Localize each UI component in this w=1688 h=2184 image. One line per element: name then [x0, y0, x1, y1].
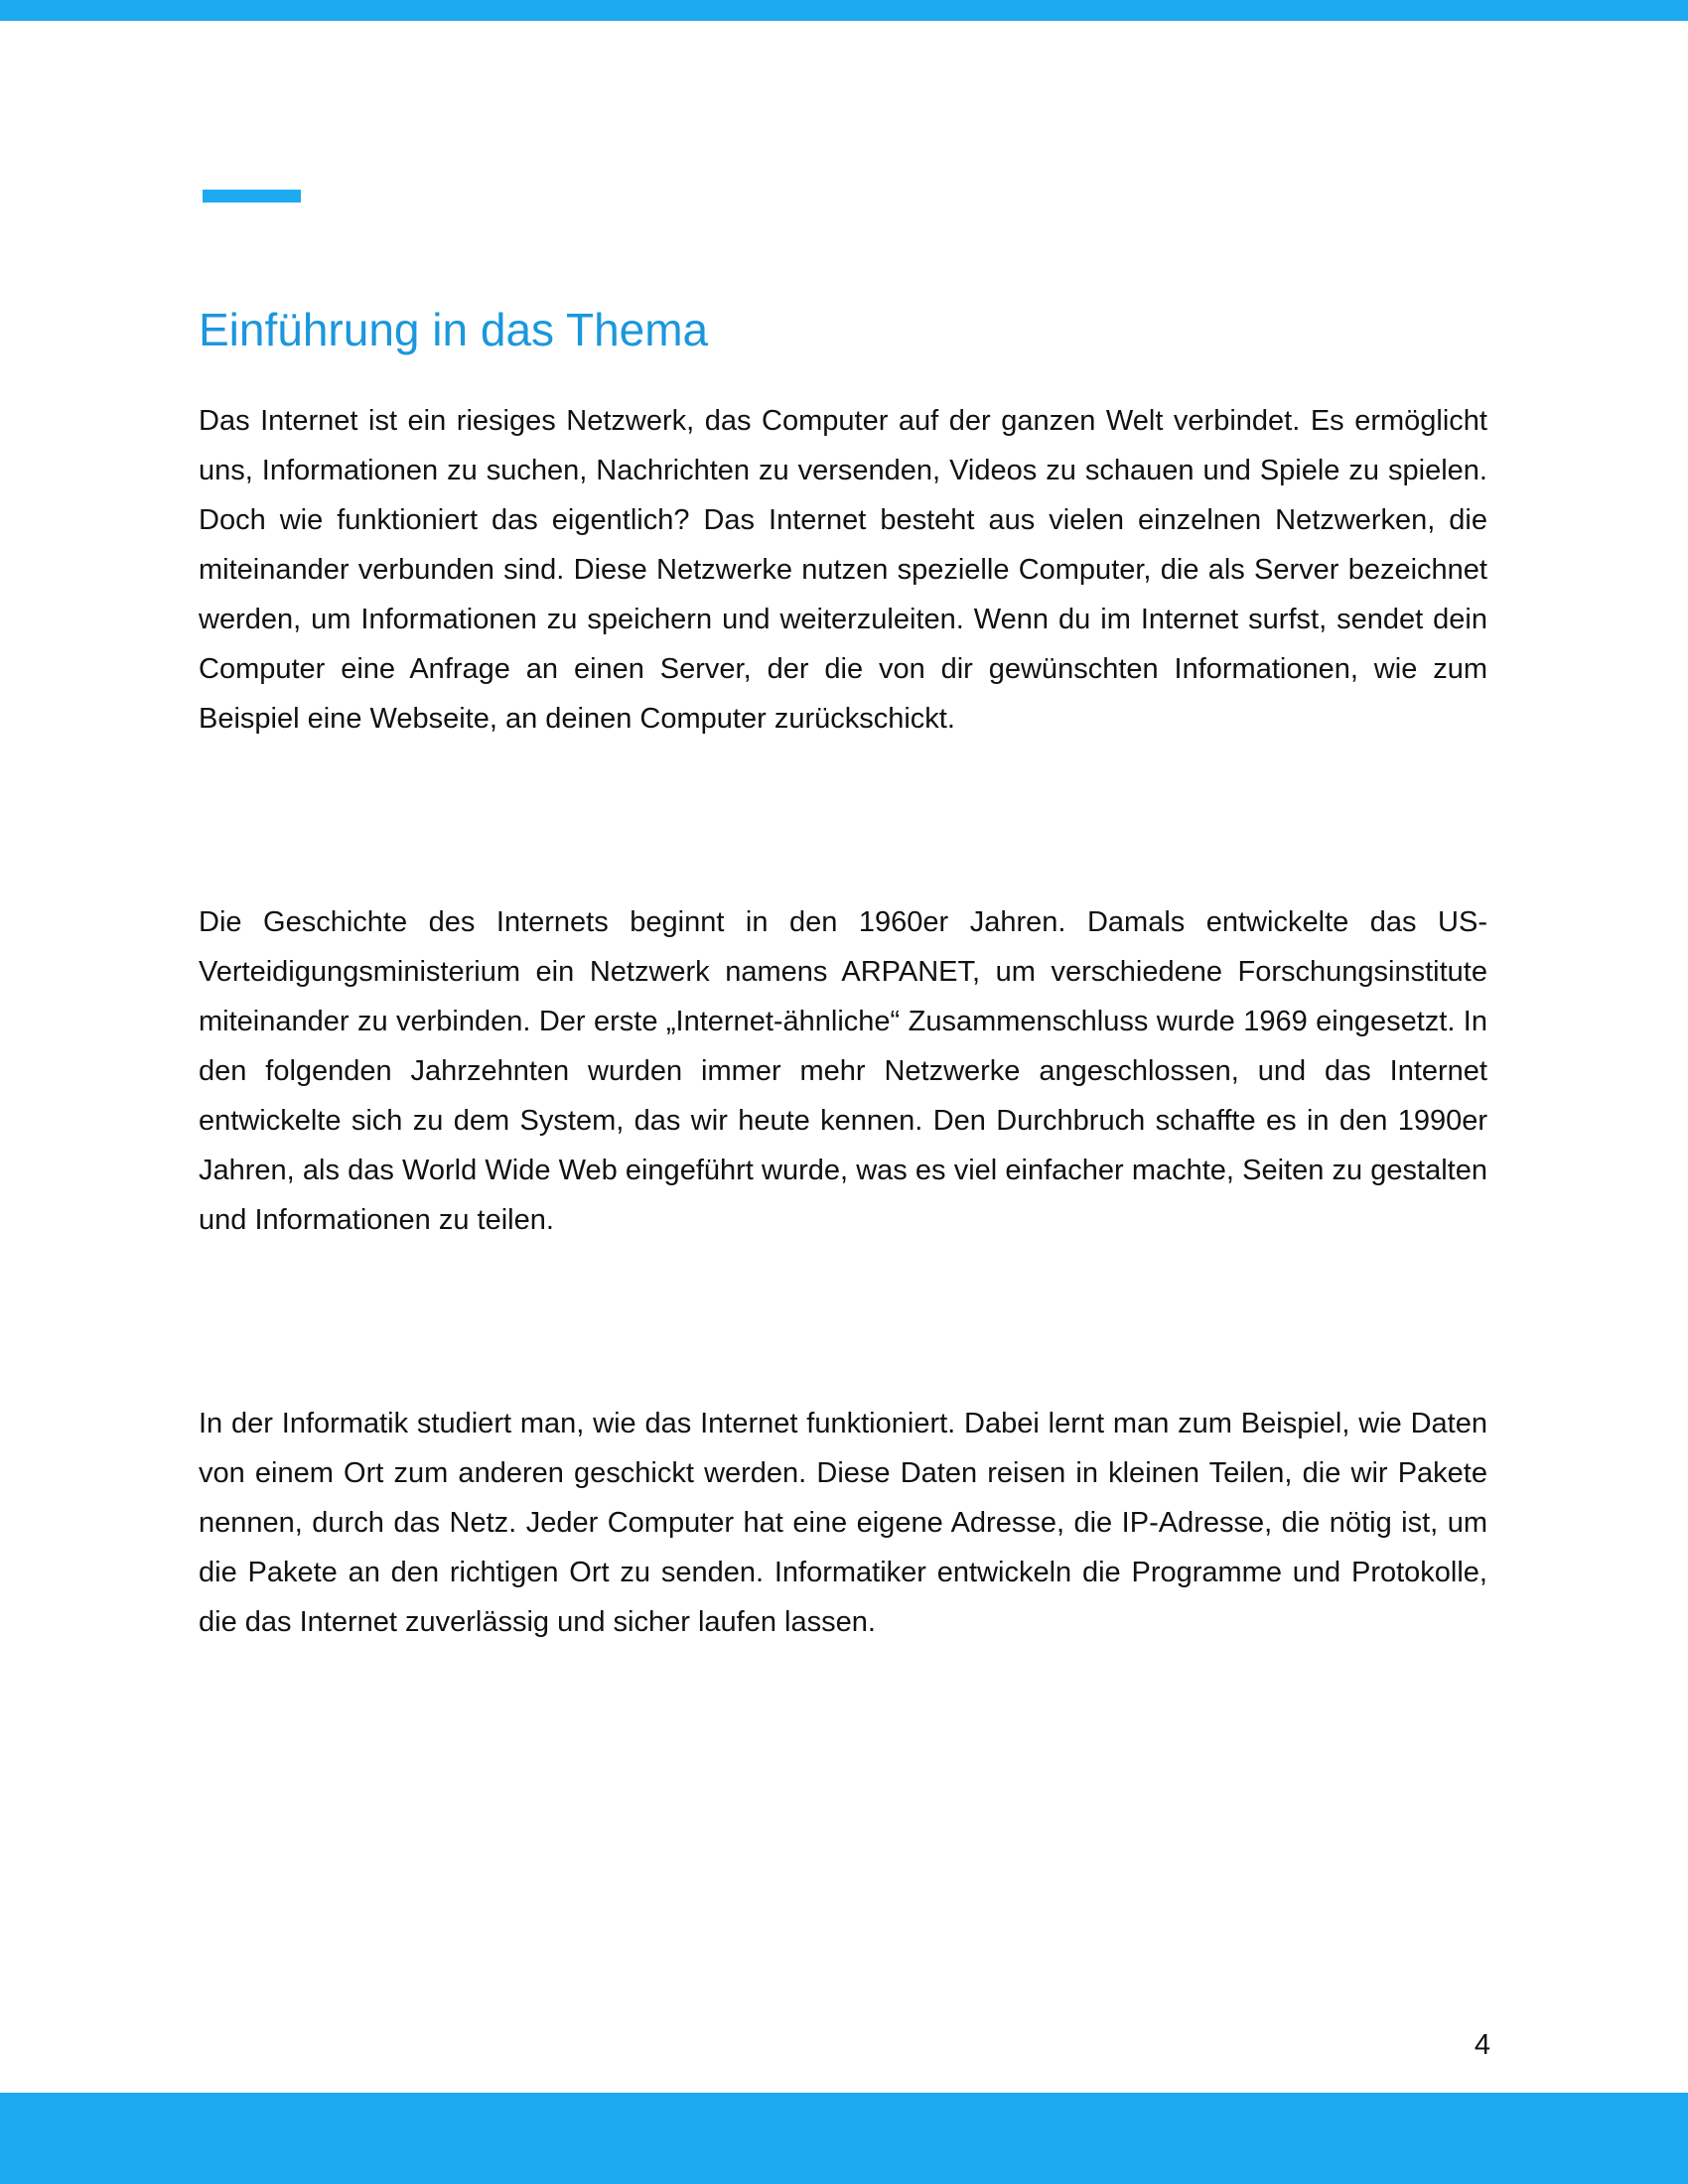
- body-paragraph-informatics: In der Informatik studiert man, wie das Internet funktioniert. Dabei lernt man zum Beispiel, wie Daten von einem Ort zum anderen geschickt werden. Diese Daten reisen in kleinen Teilen, die wir Pakete nennen, durch das Netz. Jeder Computer hat eine eigene Adresse, die IP-Adresse, die nötig ist, um die Pakete an den richtigen Ort zu senden. Informatiker entwickeln die Programme und Protokolle, die das Internet zuverlässig und sicher laufen lassen.: [199, 1408, 1487, 1638]
- top-accent-band: [0, 0, 1688, 21]
- body-paragraph-intro: Das Internet ist ein riesiges Netzwerk, das Computer auf der ganzen Welt verbindet. Es ermöglicht uns, Informationen zu suchen, Nachrichten zu versenden, Videos zu schauen und Spiele zu spielen. Doch wie funktioniert das eigentlich? Das Internet besteht aus vielen einzelnen Netzwerken, die miteinander verbunden sind. Diese Netzwerke nutzen spezielle Computer, die als Server bezeichnet werden, um Informationen zu speichern und weiterzuleiten. Wenn du im Internet surfst, sendet dein Computer eine Anfrage an einen Server, der die von dir gewünschten Informationen, wie zum Beispiel eine Webseite, an deinen Computer zurückschickt.: [199, 405, 1487, 735]
- page-number: 4: [1474, 2029, 1490, 2061]
- body-paragraph-history: Die Geschichte des Internets beginnt in den 1960er Jahren. Damals entwickelte das US-Verteidigungsministerium ein Netzwerk namens ARPANET, um verschiedene Forschungsinstitute miteinander zu verbinden. Der erste „Internet-ähnliche“ Zusammenschluss wurde 1969 eingesetzt. In den folgenden Jahrzehnten wurden immer mehr Netzwerke angeschlossen, und das Internet entwickelte sich zu dem System, das wir heute kennen. Den Durchbruch schaffte es in den 1990er Jahren, als das World Wide Web eingeführt wurde, was es viel einfacher machte, Seiten zu gestalten und Informationen zu teilen.: [199, 906, 1487, 1236]
- title-accent-bar: [203, 190, 301, 203]
- page-title: Einführung in das Thema: [199, 304, 709, 355]
- bottom-footer-band: [0, 2093, 1688, 2184]
